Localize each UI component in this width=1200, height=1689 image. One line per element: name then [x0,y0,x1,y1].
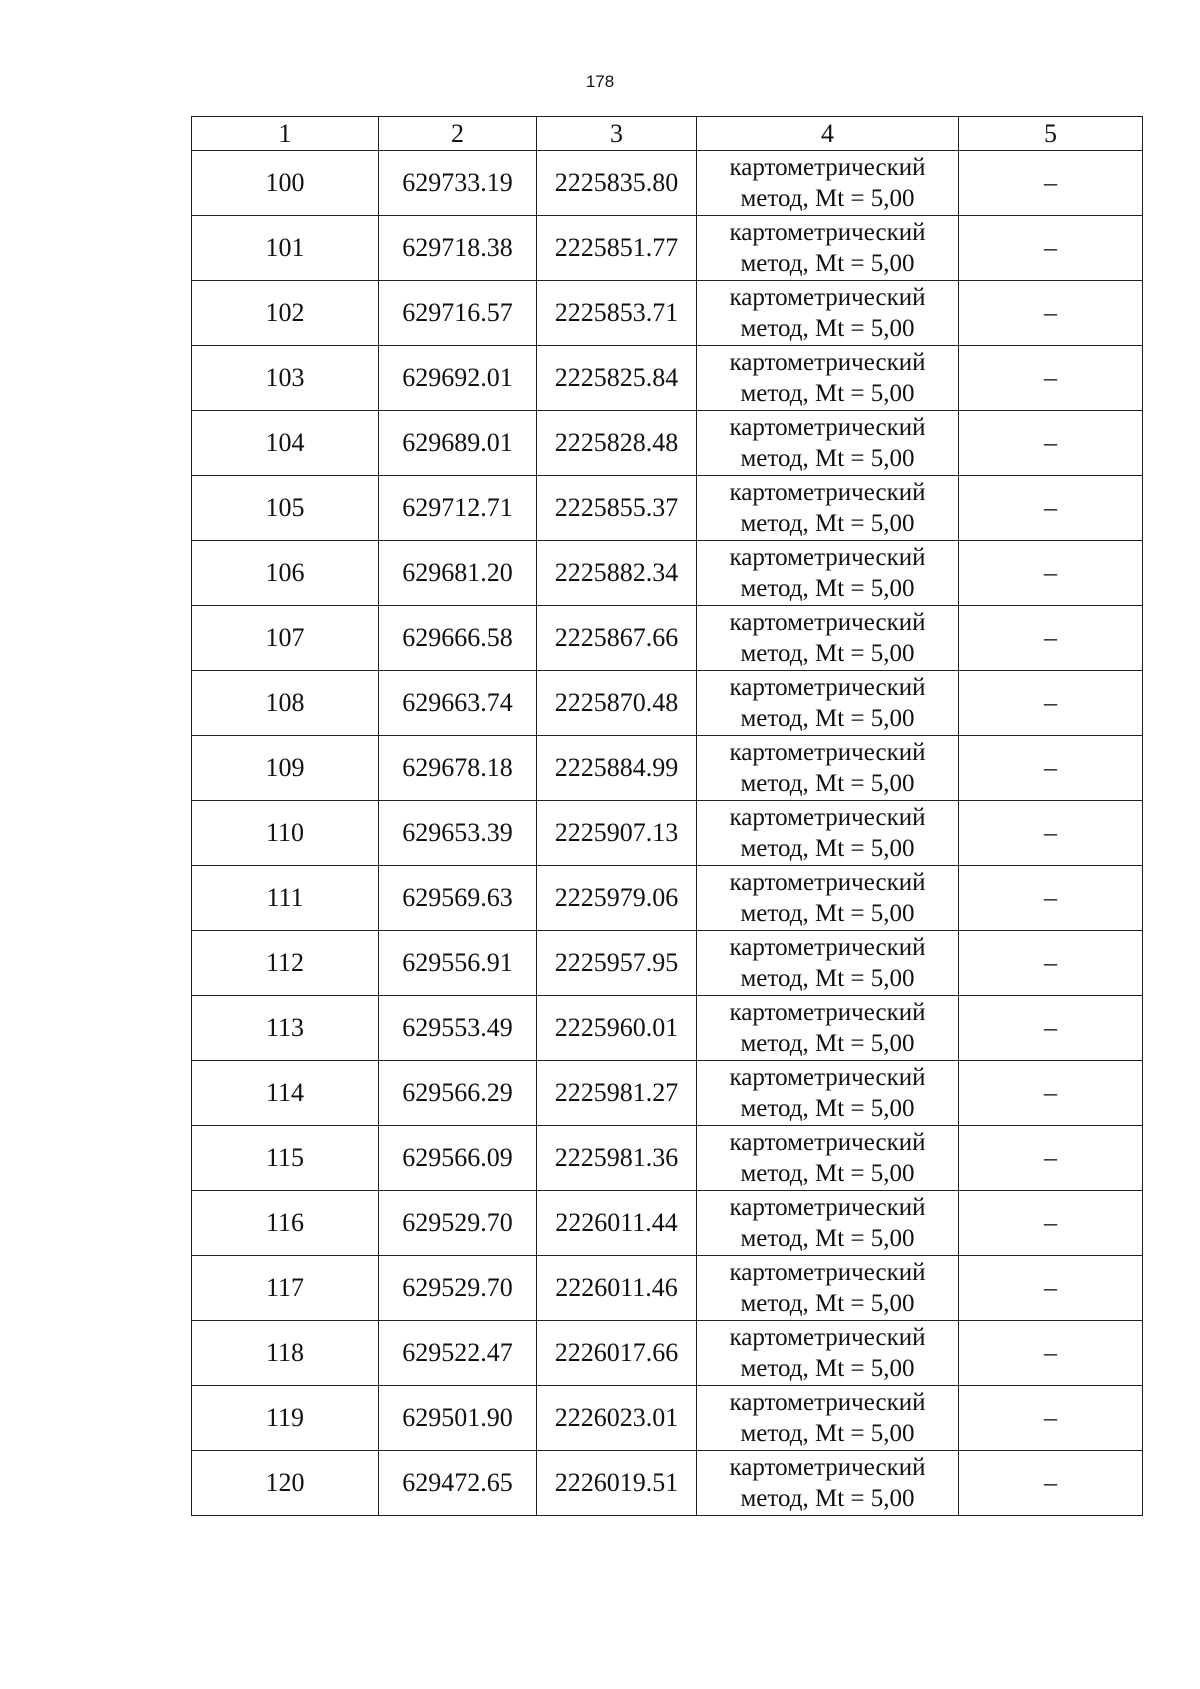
table-header [192,117,1143,151]
method-line-1: картометрический [729,284,926,311]
method-line-2: метод, Mt = 5,00 [740,315,915,342]
method-cell [697,281,959,346]
note-cell: – [959,801,1143,866]
note-cell: – [959,1386,1143,1451]
point-number-cell: 105 [192,476,379,541]
method-cell [697,541,959,606]
method-line-1: картометрический [729,1389,926,1416]
method-line-2: метод, Mt = 5,00 [740,1030,915,1057]
note-cell: – [959,996,1143,1061]
table-row [192,1386,1143,1451]
y-coordinate-cell: 2225855.37 [537,476,697,541]
x-coordinate-cell: 629522.47 [379,1321,537,1386]
note-cell: – [959,411,1143,476]
method-line-2: метод, Mt = 5,00 [740,1355,915,1382]
method-line-2: метод, Mt = 5,00 [740,510,915,537]
method-cell [697,671,959,736]
y-coordinate-cell: 2225957.95 [537,931,697,996]
y-coordinate-cell: 2225851.77 [537,216,697,281]
point-number-cell: 101 [192,216,379,281]
method-line-1: картометрический [729,934,926,961]
y-coordinate-cell: 2225981.27 [537,1061,697,1126]
method-line-1: картометрический [729,154,926,181]
point-number-cell: 116 [192,1191,379,1256]
method-line-1: картометрический [729,1194,926,1221]
note-cell: – [959,346,1143,411]
x-coordinate-cell: 629716.57 [379,281,537,346]
method-line-1: картометрический [729,349,926,376]
method-cell [697,996,959,1061]
y-coordinate-cell: 2225870.48 [537,671,697,736]
y-coordinate-cell: 2225960.01 [537,996,697,1061]
header-col-3: 3 [537,117,697,151]
y-coordinate-cell: 2225882.34 [537,541,697,606]
table-row [192,996,1143,1061]
x-coordinate-cell: 629733.19 [379,151,537,216]
method-line-1: картометрический [729,1064,926,1091]
point-number-cell: 108 [192,671,379,736]
y-coordinate-cell: 2225907.13 [537,801,697,866]
point-number-cell: 118 [192,1321,379,1386]
table-row [192,931,1143,996]
method-cell [697,931,959,996]
note-cell: – [959,281,1143,346]
method-line-2: метод, Mt = 5,00 [740,1225,915,1252]
point-number-cell: 119 [192,1386,379,1451]
note-cell: – [959,606,1143,671]
method-line-2: метод, Mt = 5,00 [740,250,915,277]
point-number-cell: 109 [192,736,379,801]
note-cell: – [959,1321,1143,1386]
x-coordinate-cell: 629553.49 [379,996,537,1061]
method-cell [697,1191,959,1256]
y-coordinate-cell: 2225835.80 [537,151,697,216]
y-coordinate-cell: 2226011.44 [537,1191,697,1256]
x-coordinate-cell: 629666.58 [379,606,537,671]
note-cell: – [959,931,1143,996]
method-line-2: метод, Mt = 5,00 [740,705,915,732]
note-cell: – [959,671,1143,736]
method-line-2: метод, Mt = 5,00 [740,1485,915,1512]
method-line-1: картометрический [729,1259,926,1286]
method-line-2: метод, Mt = 5,00 [740,770,915,797]
header-col-5: 5 [959,117,1143,151]
table-row [192,606,1143,671]
note-cell: – [959,151,1143,216]
y-coordinate-cell: 2225853.71 [537,281,697,346]
table-row [192,151,1143,216]
x-coordinate-cell: 629529.70 [379,1256,537,1321]
method-cell [697,1256,959,1321]
x-coordinate-cell: 629529.70 [379,1191,537,1256]
method-line-2: метод, Mt = 5,00 [740,445,915,472]
method-cell [697,866,959,931]
method-line-1: картометрический [729,1454,926,1481]
method-line-1: картометрический [729,479,926,506]
method-line-2: метод, Mt = 5,00 [740,185,915,212]
table-row [192,281,1143,346]
x-coordinate-cell: 629681.20 [379,541,537,606]
method-line-1: картометрический [729,1129,926,1156]
table-row [192,1191,1143,1256]
method-line-2: метод, Mt = 5,00 [740,380,915,407]
point-number-cell: 117 [192,1256,379,1321]
point-number-cell: 107 [192,606,379,671]
header-col-1: 1 [192,117,379,151]
method-cell [697,1061,959,1126]
method-line-2: метод, Mt = 5,00 [740,965,915,992]
coordinates-table [191,116,1143,1516]
table-row [192,671,1143,736]
method-line-2: метод, Mt = 5,00 [740,835,915,862]
x-coordinate-cell: 629566.09 [379,1126,537,1191]
method-cell [697,216,959,281]
table-row [192,346,1143,411]
method-cell [697,1386,959,1451]
method-line-1: картометрический [729,999,926,1026]
note-cell: – [959,1191,1143,1256]
header-col-2: 2 [379,117,537,151]
method-line-1: картометрический [729,1324,926,1351]
x-coordinate-cell: 629712.71 [379,476,537,541]
method-cell [697,151,959,216]
point-number-cell: 120 [192,1451,379,1516]
table-row [192,1061,1143,1126]
y-coordinate-cell: 2226017.66 [537,1321,697,1386]
point-number-cell: 106 [192,541,379,606]
x-coordinate-cell: 629653.39 [379,801,537,866]
point-number-cell: 115 [192,1126,379,1191]
method-line-1: картометрический [729,804,926,831]
y-coordinate-cell: 2225825.84 [537,346,697,411]
x-coordinate-cell: 629689.01 [379,411,537,476]
point-number-cell: 103 [192,346,379,411]
table-row [192,736,1143,801]
note-cell: – [959,541,1143,606]
y-coordinate-cell: 2225828.48 [537,411,697,476]
point-number-cell: 110 [192,801,379,866]
method-line-1: картометрический [729,219,926,246]
method-line-2: метод, Mt = 5,00 [740,1095,915,1122]
note-cell: – [959,866,1143,931]
y-coordinate-cell: 2226011.46 [537,1256,697,1321]
table-row [192,866,1143,931]
method-line-2: метод, Mt = 5,00 [740,1290,915,1317]
method-line-1: картометрический [729,674,926,701]
method-line-1: картометрический [729,739,926,766]
method-cell [697,411,959,476]
note-cell: – [959,476,1143,541]
x-coordinate-cell: 629501.90 [379,1386,537,1451]
point-number-cell: 104 [192,411,379,476]
note-cell: – [959,1061,1143,1126]
method-cell [697,1451,959,1516]
point-number-cell: 113 [192,996,379,1061]
method-cell [697,346,959,411]
method-cell [697,1321,959,1386]
method-cell [697,736,959,801]
y-coordinate-cell: 2225981.36 [537,1126,697,1191]
note-cell: – [959,1126,1143,1191]
table-body [192,151,1143,1516]
x-coordinate-cell: 629692.01 [379,346,537,411]
table-row [192,216,1143,281]
x-coordinate-cell: 629569.63 [379,866,537,931]
y-coordinate-cell: 2225867.66 [537,606,697,671]
note-cell: – [959,1451,1143,1516]
table-row [192,801,1143,866]
page-number: 178 [585,72,615,91]
table-row [192,1321,1143,1386]
y-coordinate-cell: 2225979.06 [537,866,697,931]
table-row [192,541,1143,606]
method-cell [697,1126,959,1191]
table-row [192,1256,1143,1321]
table-row [192,411,1143,476]
method-line-2: метод, Mt = 5,00 [740,575,915,602]
method-line-1: картометрический [729,544,926,571]
point-number-cell: 114 [192,1061,379,1126]
method-line-1: картометрический [729,869,926,896]
y-coordinate-cell: 2226023.01 [537,1386,697,1451]
method-cell [697,801,959,866]
header-col-4: 4 [697,117,959,151]
method-line-2: метод, Mt = 5,00 [740,900,915,927]
table-row [192,476,1143,541]
method-line-2: метод, Mt = 5,00 [740,1160,915,1187]
method-cell [697,606,959,671]
table-row [192,1126,1143,1191]
header-row [192,117,1143,151]
note-cell: – [959,1256,1143,1321]
x-coordinate-cell: 629472.65 [379,1451,537,1516]
method-line-2: метод, Mt = 5,00 [740,1420,915,1447]
x-coordinate-cell: 629718.38 [379,216,537,281]
point-number-cell: 100 [192,151,379,216]
table-row [192,1451,1143,1516]
method-line-1: картометрический [729,609,926,636]
method-line-1: картометрический [729,414,926,441]
note-cell: – [959,216,1143,281]
point-number-cell: 111 [192,866,379,931]
y-coordinate-cell: 2225884.99 [537,736,697,801]
point-number-cell: 102 [192,281,379,346]
note-cell: – [959,736,1143,801]
y-coordinate-cell: 2226019.51 [537,1451,697,1516]
method-line-2: метод, Mt = 5,00 [740,640,915,667]
x-coordinate-cell: 629678.18 [379,736,537,801]
x-coordinate-cell: 629663.74 [379,671,537,736]
point-number-cell: 112 [192,931,379,996]
method-cell [697,476,959,541]
x-coordinate-cell: 629566.29 [379,1061,537,1126]
x-coordinate-cell: 629556.91 [379,931,537,996]
